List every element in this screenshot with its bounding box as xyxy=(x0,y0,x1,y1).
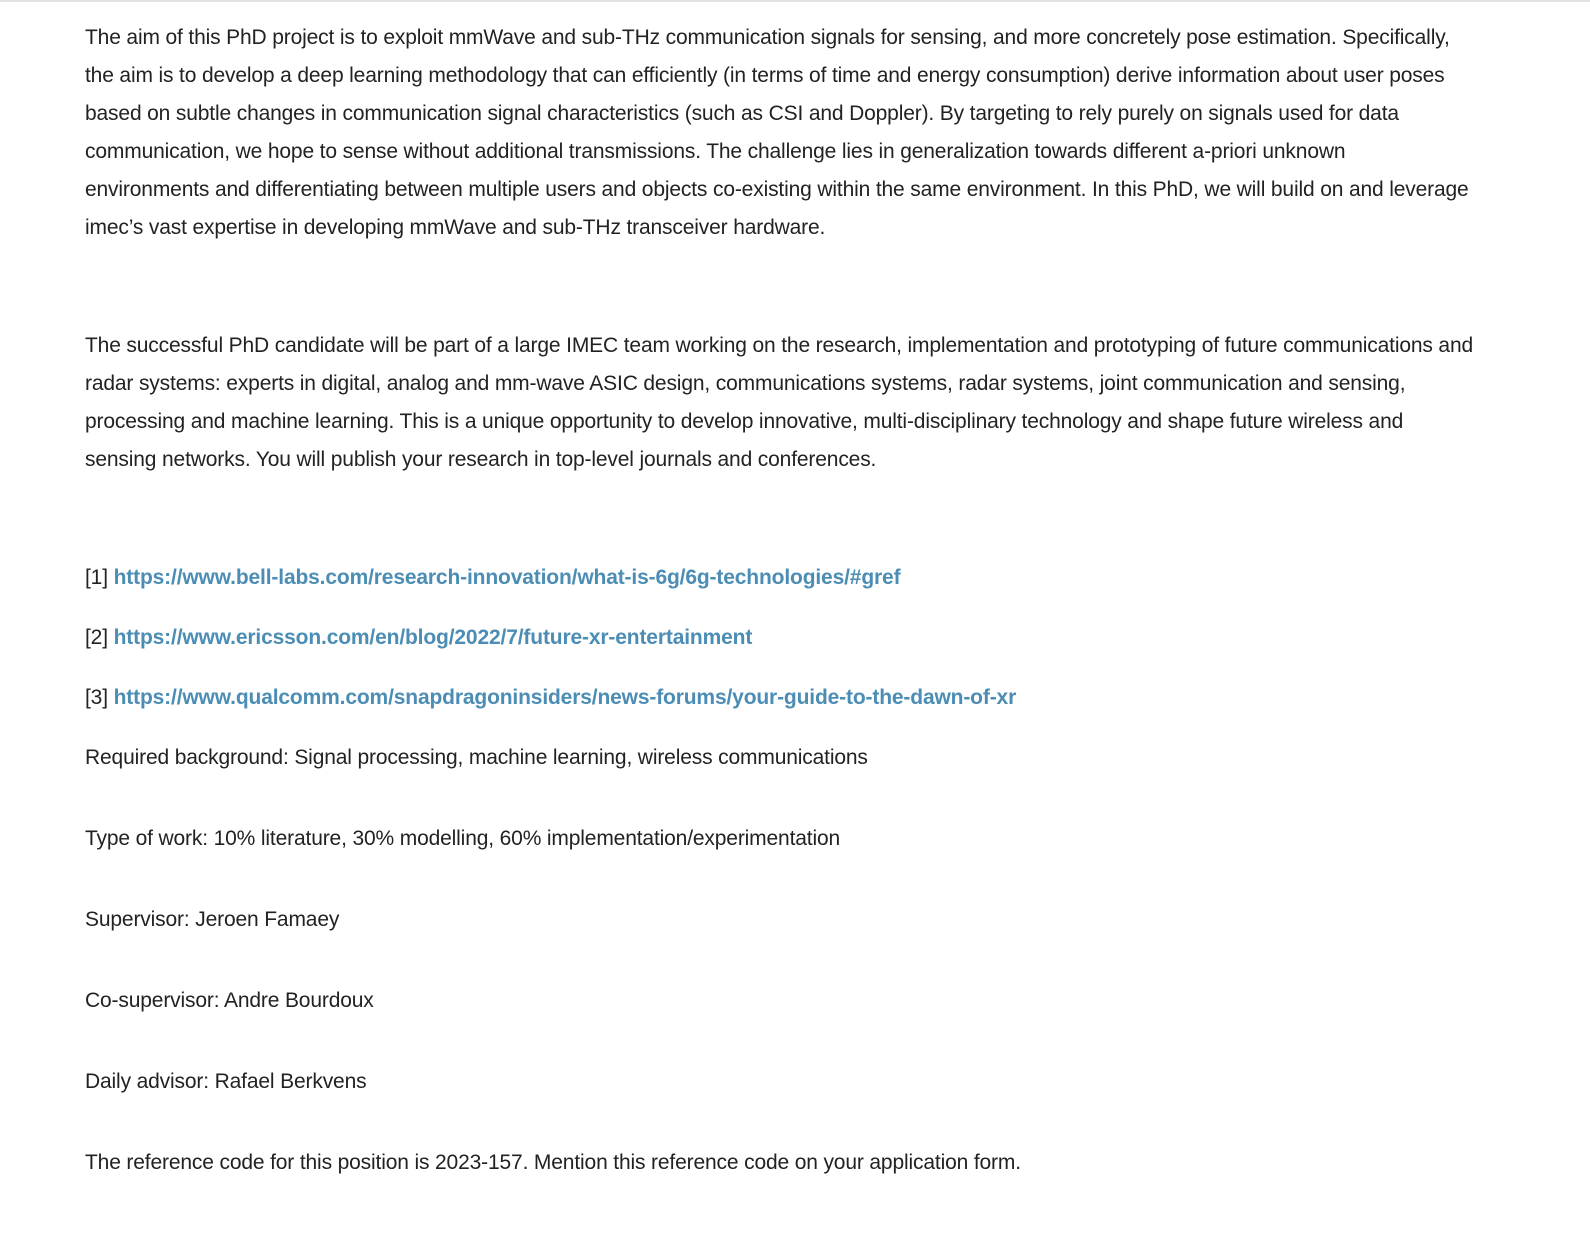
daily-advisor-value: Rafael Berkvens xyxy=(208,1070,367,1093)
project-aim-paragraph: The aim of this PhD project is to exploit mmWave and sub-THz communication signals for sensing, and more concretely pose estimation. Specifically, the aim is to develop a deep learning methodology that can efficiently (in terms of time and energy consumption) derive information about user poses based on subtle changes in communication signal characteristics (such as CSI and Doppler). By targeting to rely purely on signals used for data communication, we hope to sense without additional transmissions. The challenge lies in generalization towards different a-priori unknown environments and differentiating between multiple users and objects co-existing within the same environment. In this PhD, we will build on and leverage imec’s vast expertise in developing mmWave and sub-THz transceiver hardware. xyxy=(85,26,1469,239)
reference-list xyxy=(85,559,1475,717)
co-supervisor xyxy=(85,982,1475,1020)
reference-link-qualcomm[interactable]: https://www.qualcomm.com/snapdragoninsiders/news-forums/your-guide-to-the-dawn-of-xr xyxy=(113,686,1017,709)
supervisor-value: Jeroen Famaey xyxy=(189,908,340,931)
supervisor xyxy=(85,901,1475,939)
supervisor-label: Supervisor: xyxy=(85,908,190,931)
reference-item xyxy=(85,619,1475,657)
required-background xyxy=(85,739,1475,777)
top-divider xyxy=(0,0,1590,2)
team-description-paragraph: The successful PhD candidate will be part of a large IMEC team working on the research, implementation and prototyping of future communications and radar systems: experts in digital, analog and mm-wave ASIC design, communications systems, radar systems, joint communication and sensing, processing and machine learning. This is a unique opportunity to develop innovative, multi-disciplinary technology and shape future wireless and sensing networks. You will publish your research in top-level journals and conferences. xyxy=(85,334,1474,471)
type-of-work xyxy=(85,820,1475,858)
daily-advisor xyxy=(85,1063,1475,1101)
reference-code-note: The reference code for this position is 2023-157. Mention this reference code on your application form. xyxy=(85,1151,1021,1174)
job-description xyxy=(85,19,1475,1182)
co-supervisor-value: Andre Bourdoux xyxy=(219,989,374,1012)
reference-marker: [3] xyxy=(85,686,114,709)
reference-marker: [1] xyxy=(85,566,114,589)
reference-item xyxy=(85,679,1475,717)
co-supervisor-label: Co-supervisor: xyxy=(85,989,220,1012)
daily-advisor-label: Daily advisor: xyxy=(85,1070,209,1093)
reference-link-bell-labs[interactable]: https://www.bell-labs.com/research-innovation/what-is-6g/6g-technologies/#gref xyxy=(113,566,901,589)
reference-item xyxy=(85,559,1475,597)
type-of-work-label: Type of work: xyxy=(85,827,208,850)
type-of-work-value: 10% literature, 30% modelling, 60% implementation/experimentation xyxy=(207,827,841,850)
required-background-value: Signal processing, machine learning, wireless communications xyxy=(288,746,868,769)
reference-link-ericsson[interactable]: https://www.ericsson.com/en/blog/2022/7/future-xr-entertainment xyxy=(113,626,753,649)
required-background-label: Required background: xyxy=(85,746,289,769)
reference-marker: [2] xyxy=(85,626,114,649)
